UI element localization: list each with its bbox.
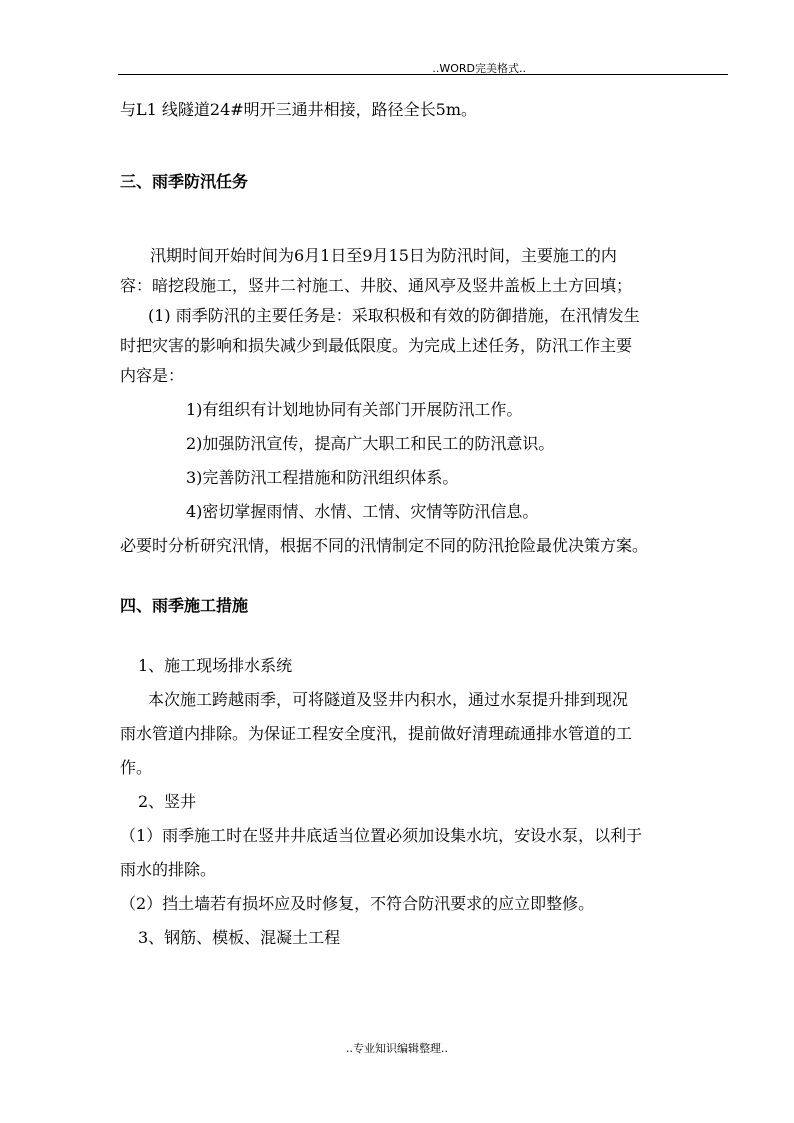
task-item: 1)有组织有计划地协同有关部门开展防汛工作。 (186, 400, 523, 419)
continued-line: 与L1 线隧道24#明开三通井相接，路径全长5m。 (120, 100, 478, 119)
task-item: 2)加强防汛宣传，提高广大职工和民工的防汛意识。 (186, 434, 555, 453)
section-3-heading: 三、雨季防汛任务 (120, 172, 249, 191)
subsection-3-heading: 3、钢筋、模板、混凝土工程 (138, 928, 341, 947)
subsection-2-heading: 2、竖井 (138, 792, 197, 811)
page-header-text: ..WORD完美格式.. (432, 62, 526, 75)
subsection-1-paragraph-line: 本次施工跨越雨季，可将隧道及竖井内积水，通过水泵提升排到现况 (148, 690, 629, 709)
section-3-closing: 必要时分析研究汛情，根据不同的汛情制定不同的防汛抢险最优决策方案。 (120, 536, 649, 555)
section-3-item-1-line: (1) 雨季防汛的主要任务是：采取积极和有效的防御措施，在汛情发生 (148, 306, 640, 325)
document-body (120, 95, 730, 953)
subsection-2-item-line: 雨水的排除。 (120, 860, 217, 879)
section-3-item-1-line: 内容是： (120, 366, 185, 385)
header-divider (118, 74, 728, 75)
subsection-1-paragraph-line: 作。 (120, 758, 153, 777)
task-item: 4)密切掌握雨情、水情、工情、灾情等防汛信息。 (186, 502, 539, 521)
subsection-1-paragraph-line: 雨水管道内排除。为保证工程安全度汛，提前做好清理疏通排水管道的工 (120, 724, 633, 743)
section-3-paragraph-line: 容：暗挖段施工，竖井二衬施工、井胶、通风亭及竖井盖板上土方回填； (120, 276, 633, 295)
subsection-1-heading: 1、施工现场排水系统 (138, 656, 293, 675)
subsection-2-item-line: （1）雨季施工时在竖井井底适当位置必须加设集水坑，安设水泵，以利于 (120, 826, 643, 845)
page-footer-text: ..专业知识编辑整理.. (346, 1042, 448, 1055)
section-4-heading: 四、雨季施工措施 (120, 596, 249, 615)
subsection-2-item: （2）挡土墙若有损坏应及时修复，不符合防汛要求的应立即整修。 (120, 894, 595, 913)
section-3-paragraph-line: 汛期时间开始时间为6月1日至9月15日为防汛时间，主要施工的内 (150, 246, 617, 265)
task-item: 3)完善防汛工程措施和防汛组织体系。 (186, 468, 459, 487)
section-3-item-1-line: 时把灾害的影响和损失减少到最低限度。为完成上述任务，防汛工作主要 (120, 336, 633, 355)
